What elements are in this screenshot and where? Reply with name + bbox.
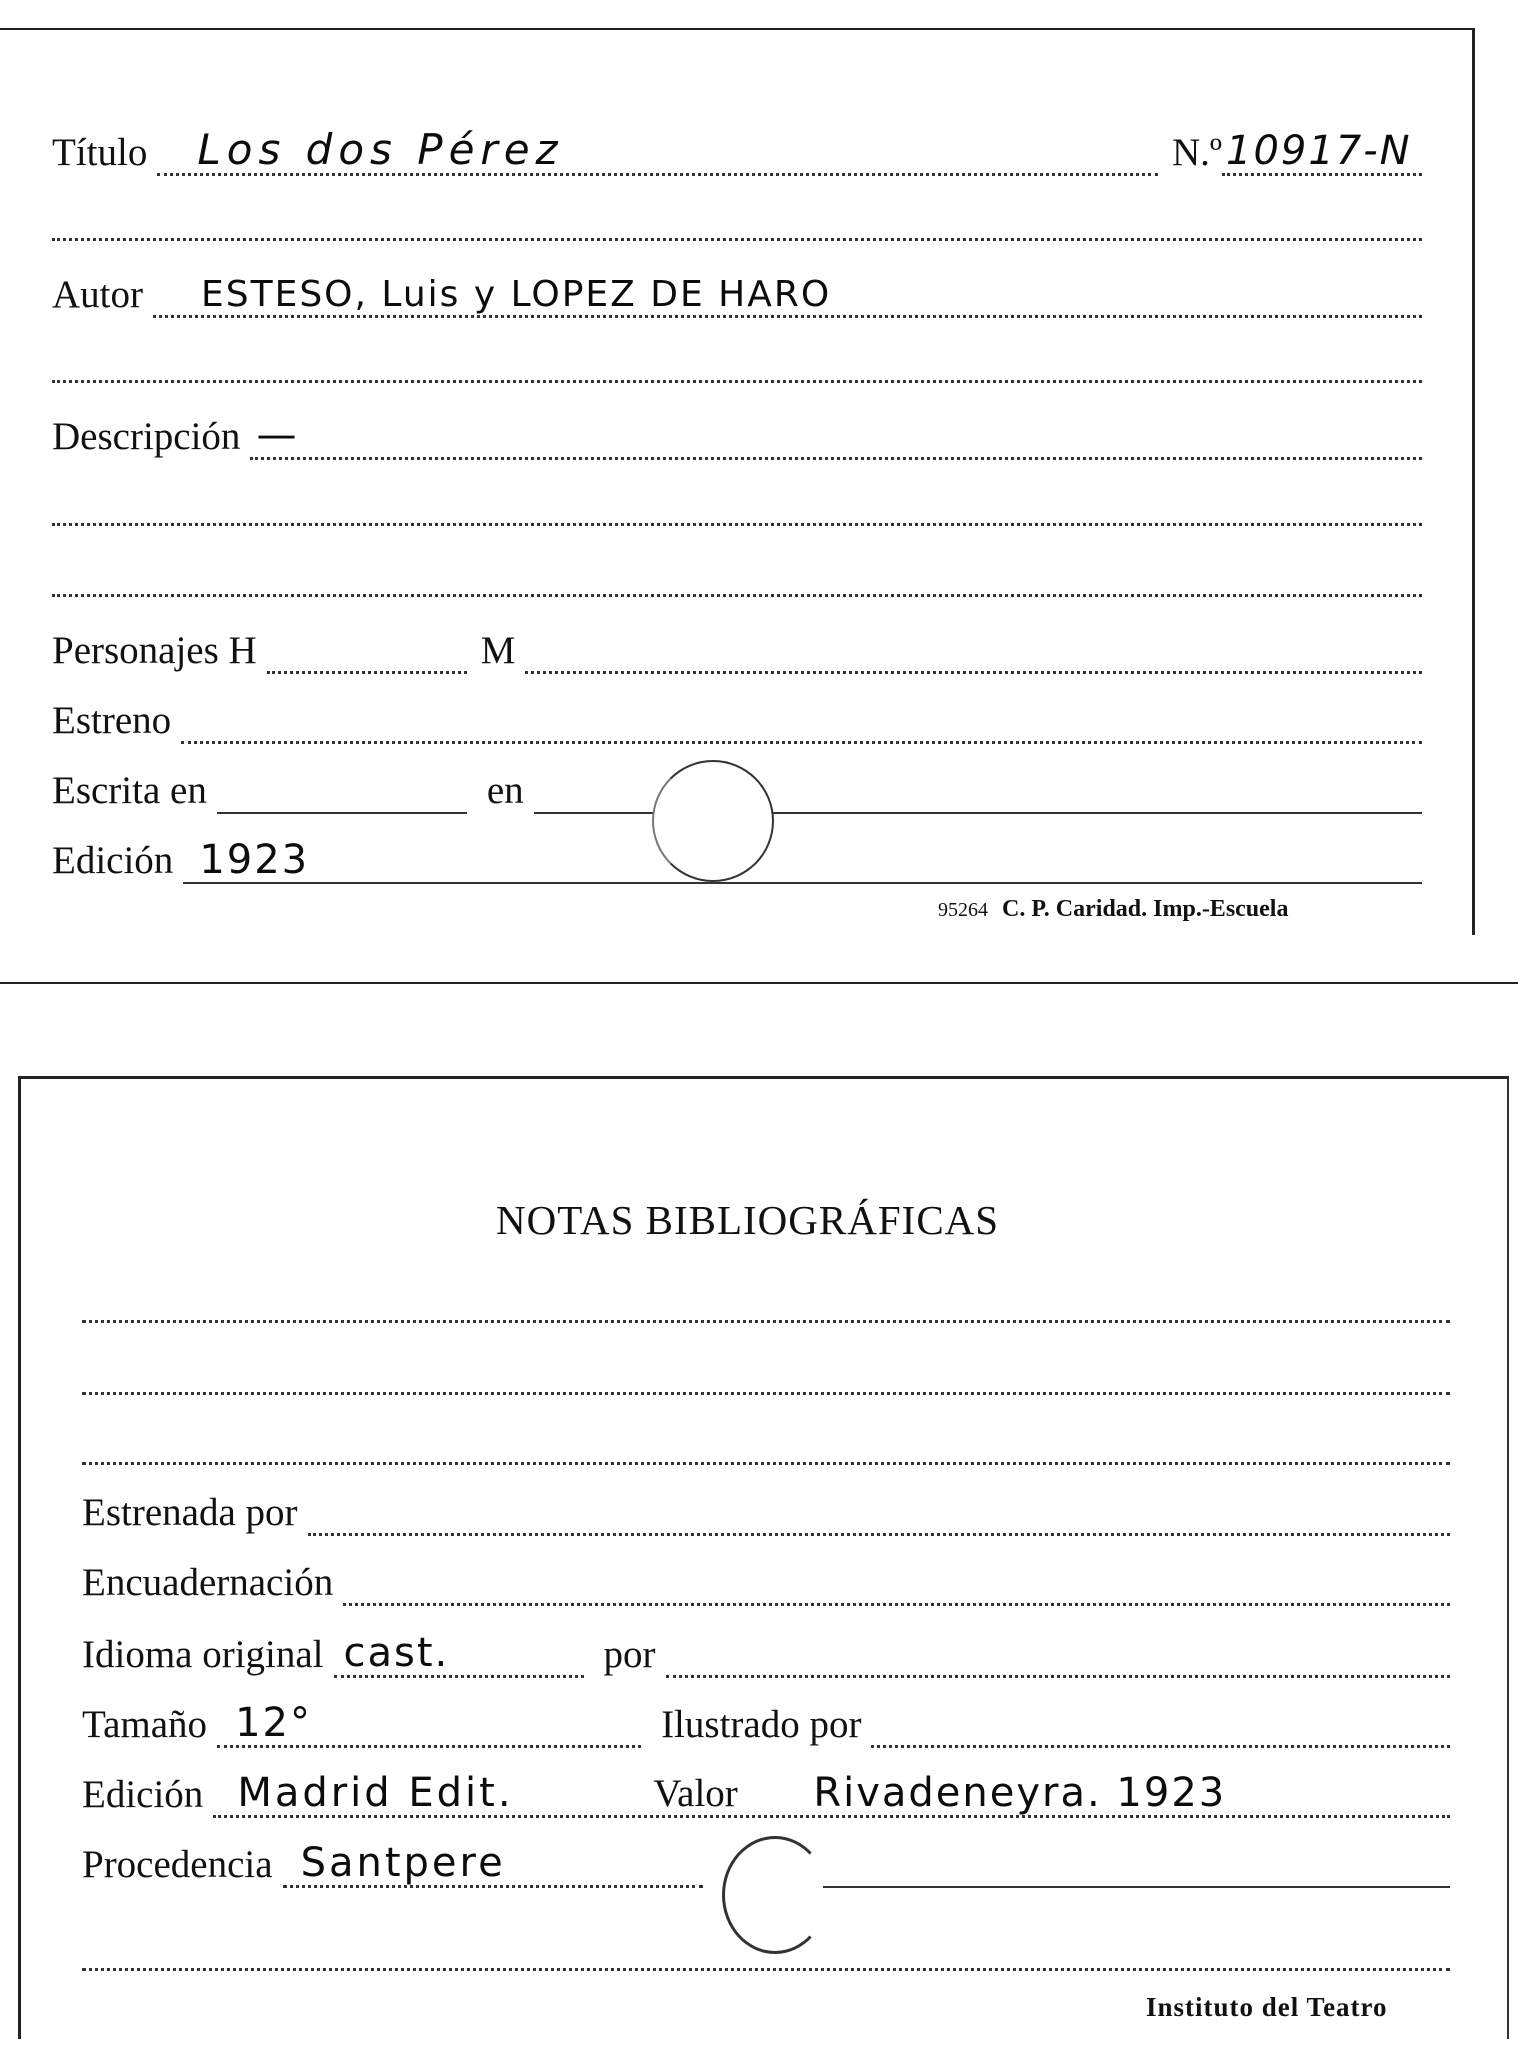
autor-row: [52, 262, 1422, 318]
procedencia-label: Procedencia: [82, 1843, 273, 1886]
titulo-continuation-line: [52, 238, 1422, 241]
autor-value: ESTESO, Luis y LOPEZ DE HARO: [201, 274, 832, 315]
tamano-label: Tamaño: [82, 1703, 208, 1746]
titulo-field: [157, 125, 1158, 176]
printer-credit: [938, 896, 1288, 923]
punch-hole-mark-2: [722, 1836, 828, 1954]
personajes-m-label: M: [480, 629, 516, 672]
titulo-row: [52, 120, 1422, 176]
notas-heading: NOTAS BIBLIOGRÁFICAS: [496, 1197, 1000, 1243]
tamano-row: [82, 1692, 1450, 1748]
titulo-label: Título: [52, 131, 148, 174]
edicion2-field: [213, 1767, 1450, 1818]
encuadernacion-label: Encuadernación: [82, 1561, 334, 1604]
punch-hole-mark: [652, 760, 774, 882]
autor-label: Autor: [52, 273, 143, 316]
edicion-label: Edición: [52, 839, 174, 882]
escrita-en-label: en: [486, 769, 524, 812]
escrita-field: [217, 764, 467, 814]
edicion2-value2: Rivadeneyra. 1923: [813, 1770, 1227, 1816]
edicion2-value: Madrid Edit.: [237, 1770, 514, 1816]
procedencia-field: [283, 1837, 703, 1888]
printer-number: 95264: [938, 899, 988, 921]
descripcion-row: [52, 404, 1422, 460]
tamano-field: [217, 1697, 641, 1748]
titulo-value: Los dos Pérez: [197, 125, 564, 174]
estrenada-row: [82, 1480, 1450, 1536]
idioma-field: [334, 1627, 584, 1678]
edicion2-label: Edición: [82, 1773, 204, 1816]
descripcion-line-3: [52, 594, 1422, 597]
idioma-por-label: por: [603, 1633, 656, 1676]
procedencia-continuation-line: [82, 1968, 1450, 1971]
autor-continuation-line: [52, 380, 1422, 383]
estreno-label: Estreno: [52, 699, 172, 742]
edicion-value: 1923: [199, 837, 310, 883]
ilustrado-field: [871, 1697, 1450, 1748]
idioma-row: [82, 1622, 1450, 1678]
idioma-value: cast.: [343, 1630, 450, 1676]
ilustrado-label: Ilustrado por: [661, 1703, 862, 1746]
printer-name: C. P. Caridad. Imp.-Escuela: [1002, 896, 1289, 922]
personajes-row: [52, 618, 1422, 674]
procedencia-field-2: [823, 1838, 1450, 1888]
estreno-row: [52, 688, 1422, 744]
estrenada-label: Estrenada por: [82, 1491, 298, 1534]
numero-label: N.º: [1171, 131, 1222, 174]
descripcion-label: Descripción: [52, 415, 241, 458]
autor-field: [153, 267, 1422, 318]
numero-field: [1222, 125, 1422, 176]
edicion2-row: [82, 1762, 1450, 1818]
valor-label: Valor: [653, 1772, 738, 1815]
personajes-label: Personajes H: [52, 629, 257, 672]
idioma-por-field: [666, 1627, 1450, 1678]
descripcion-field: [250, 409, 1422, 460]
procedencia-value: Santpere: [300, 1840, 506, 1886]
tamano-value: 12°: [235, 1700, 312, 1746]
notas-line-1: [82, 1320, 1450, 1323]
escrita-label: Escrita en: [52, 769, 207, 812]
encuadernacion-field: [343, 1555, 1450, 1606]
estrenada-field: [308, 1485, 1451, 1536]
edicion-field: [183, 834, 1422, 884]
notas-line-2: [82, 1392, 1450, 1395]
personajes-h-field: [267, 623, 467, 674]
institute-footer: Instituto del Teatro: [1146, 1992, 1388, 2022]
personajes-m-field: [525, 623, 1422, 674]
descripcion-value: —: [256, 412, 299, 458]
numero-value: 10917-N: [1226, 128, 1412, 174]
card-separator-line: [0, 982, 1518, 984]
estreno-field: [181, 693, 1422, 744]
notas-line-3: [82, 1462, 1450, 1465]
descripcion-line-2: [52, 523, 1422, 526]
encuadernacion-row: [82, 1550, 1450, 1606]
idioma-label: Idioma original: [82, 1633, 324, 1676]
